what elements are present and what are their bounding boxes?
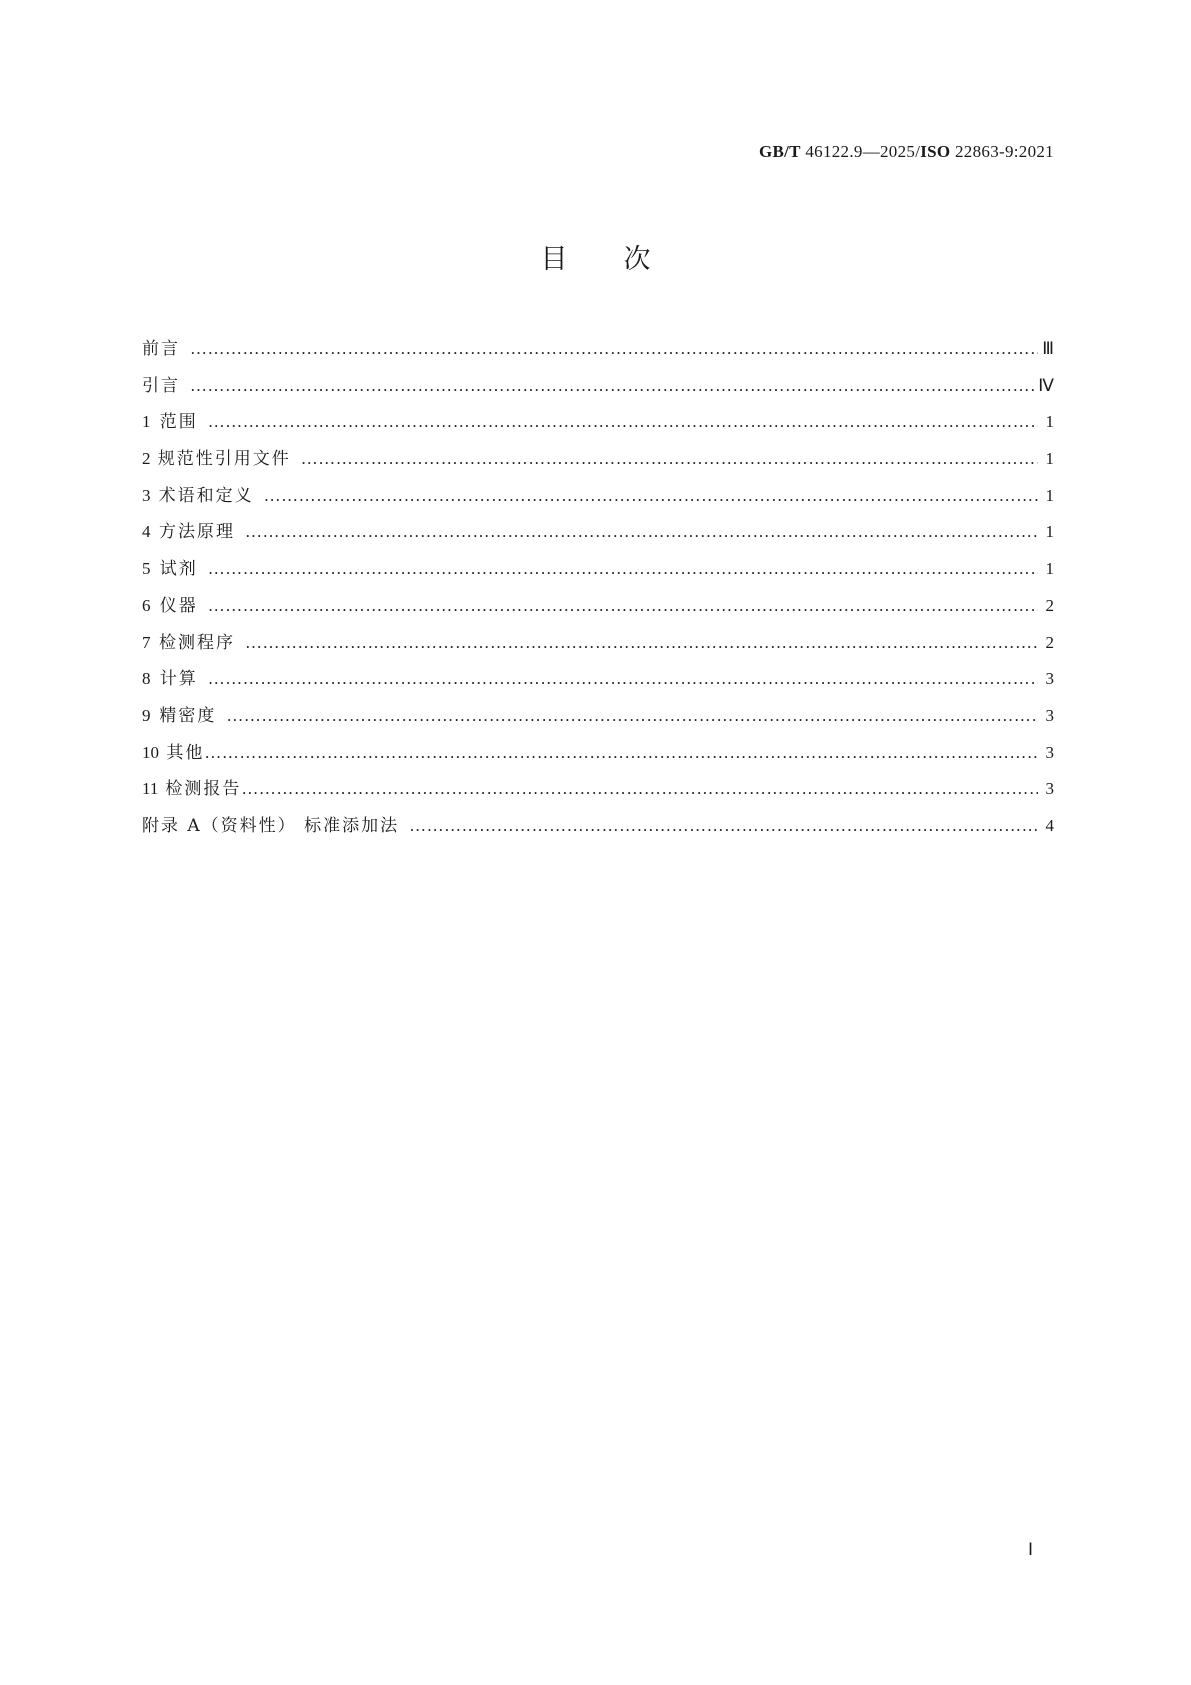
toc-page: 1	[1045, 522, 1054, 542]
standard-prefix: GB/T	[758, 142, 801, 161]
toc-leader	[208, 557, 1038, 581]
toc-page: 3	[1045, 779, 1054, 799]
toc-leader	[204, 741, 1038, 765]
standard-code: 46122.9—2025/	[800, 142, 921, 161]
toc-page: 1	[1045, 485, 1054, 505]
toc-label: 检测报告	[165, 779, 242, 800]
toc-number: 2	[142, 449, 151, 469]
title-char-2: 次	[623, 244, 651, 275]
toc-label: 前言	[142, 339, 180, 359]
toc-label: 术语和定义	[158, 485, 254, 506]
toc-number: 8	[142, 669, 151, 689]
toc-page: 3	[1045, 705, 1054, 725]
toc-label: 精密度	[159, 705, 217, 726]
toc-page: 3	[1045, 669, 1054, 689]
toc-leader	[208, 594, 1038, 618]
iso-code: 22863-9:2021	[950, 142, 1054, 161]
toc-page: 4	[1045, 815, 1054, 835]
toc-number: 4	[142, 522, 151, 542]
toc-leader	[409, 814, 1038, 838]
table-of-contents	[142, 337, 1054, 851]
toc-entry-procedure[interactable]	[142, 631, 1054, 668]
toc-page: Ⅳ	[1038, 375, 1054, 395]
page-title	[0, 243, 1191, 277]
toc-entry-reagents[interactable]	[142, 557, 1054, 594]
toc-entry-other[interactable]	[142, 741, 1054, 778]
toc-entry-foreword[interactable]	[142, 337, 1054, 374]
toc-leader	[208, 410, 1038, 434]
toc-entry-precision[interactable]	[142, 704, 1054, 741]
toc-entry-scope[interactable]	[142, 410, 1054, 447]
toc-entry-introduction[interactable]	[142, 374, 1054, 411]
toc-entry-annex-a[interactable]	[142, 814, 1054, 851]
toc-leader	[241, 777, 1038, 801]
toc-page: Ⅲ	[1042, 339, 1054, 358]
toc-label: 方法原理	[159, 522, 235, 543]
toc-label: 范围	[159, 412, 198, 433]
toc-page: 1	[1045, 449, 1054, 469]
toc-label: 其他	[166, 742, 205, 763]
toc-number: 3	[142, 485, 151, 505]
toc-leader	[190, 374, 1034, 398]
iso-prefix: ISO	[920, 142, 951, 161]
toc-label: 引言	[142, 375, 180, 396]
toc-label: 试剂	[159, 559, 198, 580]
toc-leader	[190, 337, 1038, 361]
title-char-1: 目	[540, 244, 568, 275]
toc-label: 仪器	[159, 595, 198, 616]
toc-label: 计算	[159, 669, 198, 690]
toc-number: 10	[142, 742, 159, 762]
toc-number: 6	[142, 595, 151, 615]
toc-leader	[264, 484, 1038, 508]
toc-page: 1	[1045, 559, 1054, 579]
standard-number	[759, 141, 1054, 163]
toc-page: 2	[1045, 595, 1054, 615]
toc-page: 2	[1045, 632, 1054, 652]
page-number: Ⅰ	[1027, 1540, 1033, 1559]
toc-leader	[245, 631, 1038, 655]
toc-label: 规范性引用文件	[157, 449, 291, 470]
toc-leader	[245, 520, 1038, 544]
toc-entry-principle[interactable]	[142, 520, 1054, 557]
toc-label: 附录 A（资料性） 标准添加法	[142, 815, 400, 836]
toc-number: 9	[142, 705, 151, 725]
toc-leader	[208, 667, 1038, 691]
toc-number: 7	[142, 632, 151, 652]
toc-entry-calculation[interactable]	[142, 667, 1054, 704]
toc-page: 1	[1045, 412, 1054, 432]
toc-page: 3	[1045, 742, 1054, 762]
toc-number: 5	[142, 559, 151, 579]
toc-leader	[301, 447, 1038, 471]
toc-entry-apparatus[interactable]	[142, 594, 1054, 631]
toc-entry-normative-references[interactable]	[142, 447, 1054, 484]
toc-number: 11	[142, 779, 159, 799]
toc-leader	[226, 704, 1038, 728]
toc-number: 1	[142, 412, 151, 432]
toc-entry-terms-definitions[interactable]	[142, 484, 1054, 521]
toc-label: 检测程序	[159, 632, 235, 653]
toc-entry-test-report[interactable]	[142, 777, 1054, 814]
